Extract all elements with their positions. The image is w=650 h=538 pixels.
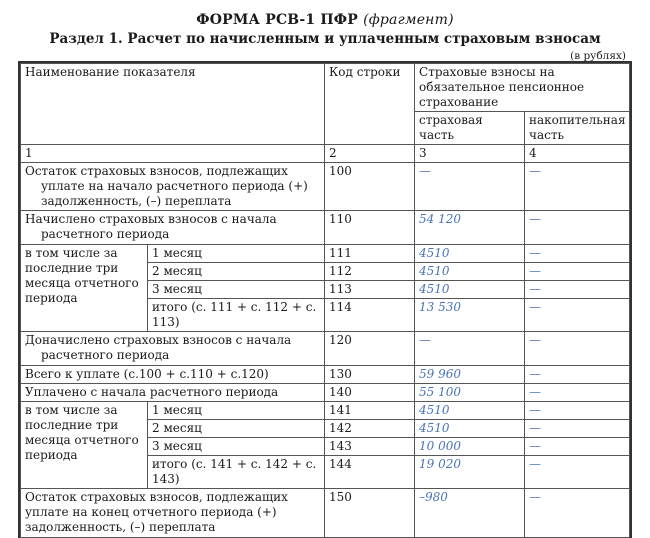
row-funded: — <box>525 211 630 245</box>
col-header-contrib: Страховые взносы на обязательное пенсионное страхование <box>415 64 630 112</box>
col-header-insurance: страховая часть <box>415 112 525 145</box>
contributions-table <box>20 63 630 538</box>
row-insurance: 59 960 <box>415 366 525 384</box>
group-label: в том числе за последние три месяца отчетного периода <box>21 402 148 489</box>
row-funded: — <box>525 245 630 263</box>
col-num-3: 3 <box>415 145 525 163</box>
group-label: в том числе за последние три месяца отчетного периода <box>21 245 148 332</box>
form-title-fragment: (фрагмент) <box>363 12 454 28</box>
row-code: 112 <box>325 263 415 281</box>
row-label: 3 месяц <box>148 438 325 456</box>
col-num-1: 1 <box>21 145 325 163</box>
table-row <box>21 384 630 402</box>
row-label: итого (с. 141 + с. 142 + с. 143) <box>148 456 325 489</box>
row-funded: — <box>525 366 630 384</box>
row-insurance: — <box>415 332 525 366</box>
row-insurance: 10 000 <box>415 438 525 456</box>
row-funded: — <box>525 384 630 402</box>
units-note: (в рублях) <box>570 50 626 62</box>
row-insurance: 4510 <box>415 263 525 281</box>
row-code: 120 <box>325 332 415 366</box>
row-funded: — <box>525 456 630 489</box>
row-label: 1 месяц <box>148 245 325 263</box>
row-label: 1 месяц <box>148 402 325 420</box>
row-funded: — <box>525 281 630 299</box>
row-code: 113 <box>325 281 415 299</box>
section-title: Раздел 1. Расчет по начисленным и уплаченным страховым взносам <box>49 31 601 47</box>
table-row <box>21 366 630 384</box>
row-insurance: 19 020 <box>415 456 525 489</box>
row-funded: — <box>525 263 630 281</box>
row-label: Начислено страховых взносов с начала расчетного периода <box>21 211 325 245</box>
row-code: 141 <box>325 402 415 420</box>
row-insurance: 4510 <box>415 245 525 263</box>
row-label: 2 месяц <box>148 263 325 281</box>
row-insurance: 55 100 <box>415 384 525 402</box>
row-code: 114 <box>325 299 415 332</box>
row-label: Доначислено страховых взносов с начала расчетного периода <box>21 332 325 366</box>
row-label: Остаток страховых взносов, подлежащих уплате на конец отчетного периода (+) задолженность, (–) переплата <box>21 489 325 538</box>
row-insurance: — <box>415 163 525 211</box>
row-code: 142 <box>325 420 415 438</box>
column-numbers-row <box>21 145 630 163</box>
row-insurance: 4510 <box>415 281 525 299</box>
row-insurance: 13 530 <box>415 299 525 332</box>
row-code: 130 <box>325 366 415 384</box>
row-funded: — <box>525 438 630 456</box>
row-code: 143 <box>325 438 415 456</box>
row-label: Уплачено с начала расчетного периода <box>21 384 325 402</box>
row-funded: — <box>525 402 630 420</box>
row-funded: — <box>525 163 630 211</box>
table-row <box>21 332 630 366</box>
row-label: 3 месяц <box>148 281 325 299</box>
row-label: 2 месяц <box>148 420 325 438</box>
table-row <box>21 211 630 245</box>
header-row <box>21 64 630 112</box>
col-header-code: Код строки <box>325 64 415 145</box>
row-funded: — <box>525 332 630 366</box>
table-row <box>21 163 630 211</box>
table-row <box>21 402 630 420</box>
row-code: 150 <box>325 489 415 538</box>
row-insurance: –980 <box>415 489 525 538</box>
row-label: итого (с. 111 + с. 112 + с. 113) <box>148 299 325 332</box>
row-funded: — <box>525 299 630 332</box>
row-funded: — <box>525 420 630 438</box>
table-row <box>21 245 630 263</box>
row-code: 144 <box>325 456 415 489</box>
row-insurance: 4510 <box>415 402 525 420</box>
form-title <box>0 12 650 28</box>
col-num-2: 2 <box>325 145 415 163</box>
row-insurance: 54 120 <box>415 211 525 245</box>
table-row <box>21 489 630 538</box>
col-header-name: Наименование показателя <box>21 64 325 145</box>
form-title-main: ФОРМА РСВ-1 ПФР <box>196 12 358 28</box>
col-num-4: 4 <box>525 145 630 163</box>
col-header-funded: накопительная часть <box>525 112 630 145</box>
row-code: 111 <box>325 245 415 263</box>
row-insurance: 4510 <box>415 420 525 438</box>
row-code: 140 <box>325 384 415 402</box>
row-label: Остаток страховых взносов, подлежащих уплате на начало расчетного периода (+) задолженность, (–) переплата <box>21 163 325 211</box>
row-funded: — <box>525 489 630 538</box>
row-code: 100 <box>325 163 415 211</box>
row-code: 110 <box>325 211 415 245</box>
row-label: Всего к уплате (с.100 + с.110 + с.120) <box>21 366 325 384</box>
